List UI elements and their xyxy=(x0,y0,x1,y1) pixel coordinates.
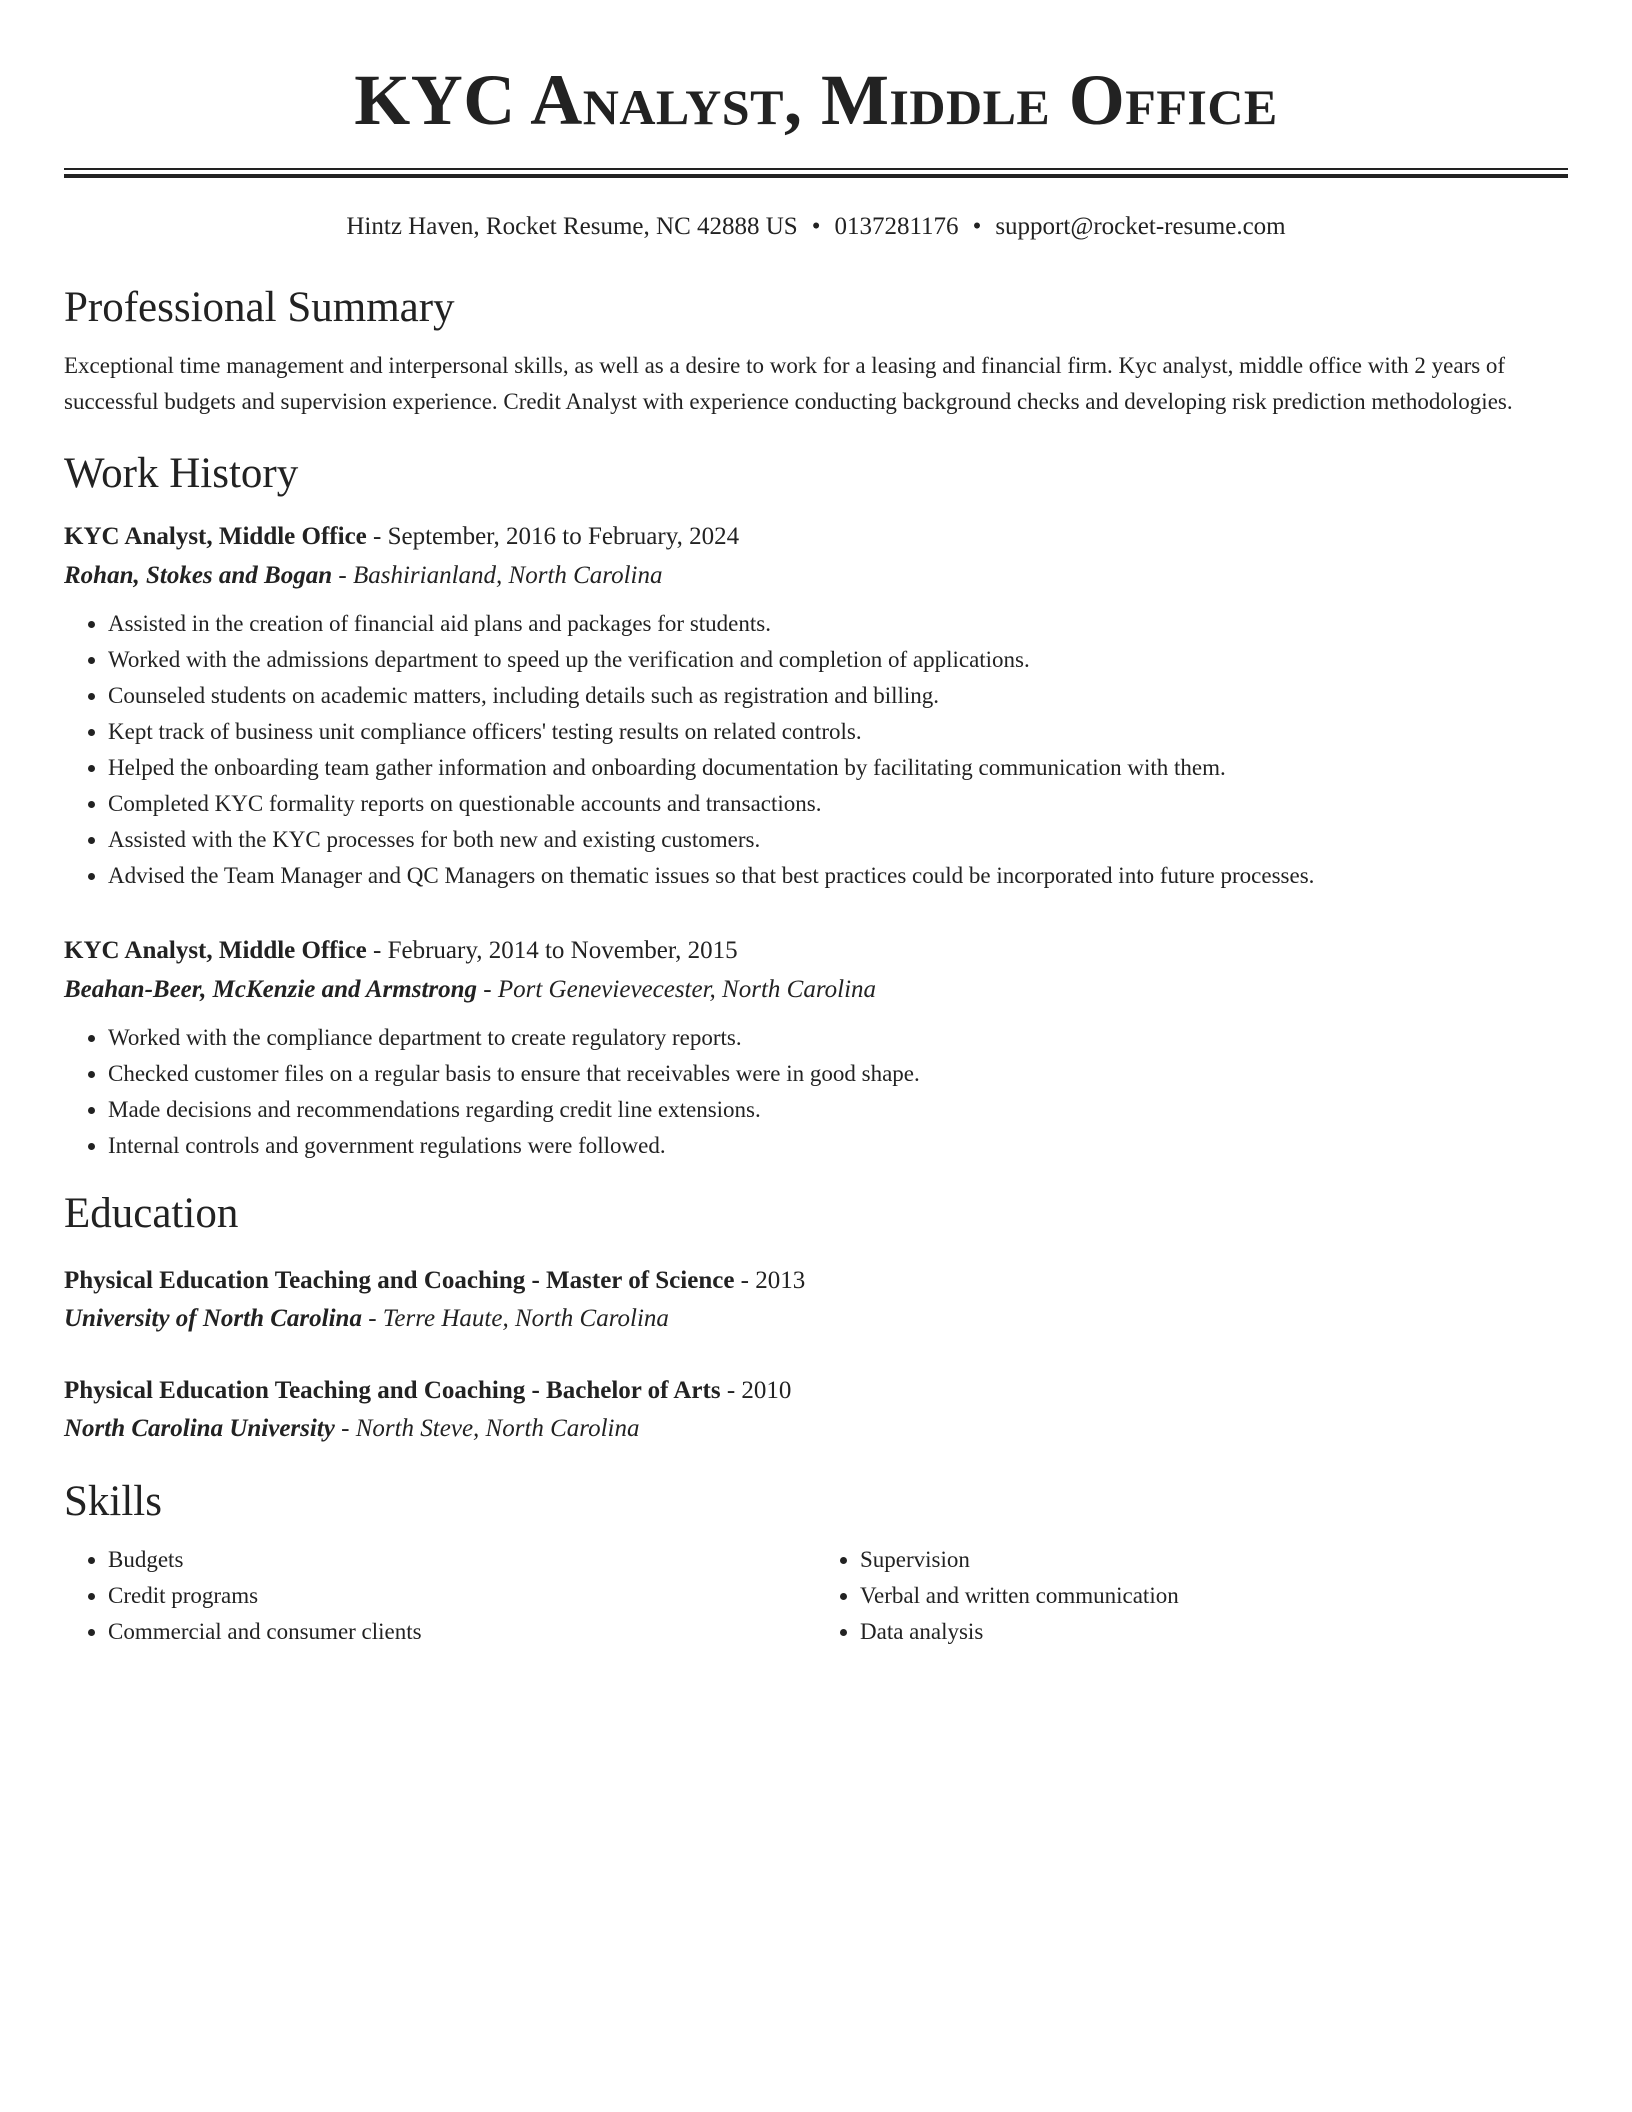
skill-item: • Commercial and consumer clients xyxy=(108,1614,816,1650)
dash: - xyxy=(361,1305,383,1332)
contact-separator: • xyxy=(811,213,821,240)
work-history-heading: Work History xyxy=(64,450,299,497)
contact-email: support@rocket-resume.com xyxy=(995,213,1286,240)
job-company: Rohan, Stokes and Bogan xyxy=(64,562,333,589)
skill-item: • Credit programs xyxy=(108,1578,816,1614)
job-bullet: • Completed KYC formality reports on questionable accounts and transactions. xyxy=(108,786,1568,822)
contact-phone: 0137281176 xyxy=(834,213,959,240)
job-location: Port Genevievecester, North Carolina xyxy=(497,976,877,1003)
job-bullet: • Worked with the admissions department to speed up the verification and completion of applications. xyxy=(108,642,1568,678)
job-entry xyxy=(64,518,1568,894)
dash: - xyxy=(366,523,388,550)
job-location: Bashirianland, North Carolina xyxy=(352,562,663,589)
education-school: University of North Carolina xyxy=(64,1305,362,1332)
skills-column-left xyxy=(64,1542,816,1650)
skill-item: • Budgets xyxy=(108,1542,816,1578)
resume-name: KYC Analyst, Middle Office xyxy=(354,60,1278,140)
skills-list xyxy=(64,1542,1568,1650)
education-school-line xyxy=(64,1300,1568,1338)
education-year: 2013 xyxy=(755,1267,806,1294)
job-header xyxy=(64,932,1568,970)
summary-text: Exceptional time management and interpersonal skills, as well as a desire to work for a leasing and financial firm. Kyc analyst, middle office with 2 years of successful budgets and supervision experience. Credit Analyst with experience conducting background checks and developing risk prediction methodologies. xyxy=(64,353,1513,414)
dash: - xyxy=(477,976,498,1003)
job-employer xyxy=(64,556,1568,596)
job-title: KYC Analyst, Middle Office xyxy=(64,523,367,550)
skills-column-right xyxy=(816,1542,1568,1650)
education-degree: Physical Education Teaching and Coaching - Bachelor of Arts xyxy=(64,1377,721,1404)
education-school: North Carolina University xyxy=(64,1415,335,1442)
education-header xyxy=(64,1262,1568,1300)
dash: - xyxy=(366,937,388,964)
job-bullets xyxy=(64,606,1568,894)
summary-heading: Professional Summary xyxy=(64,284,455,331)
job-bullet: • Helped the onboarding team gather information and onboarding documentation by facilitating communication with them. xyxy=(108,750,1568,786)
job-entry xyxy=(64,932,1568,1164)
job-bullets xyxy=(64,1020,1568,1164)
education-year: 2010 xyxy=(741,1377,792,1404)
contact-address: Hintz Haven, Rocket Resume, NC 42888 US xyxy=(346,213,798,240)
education-header xyxy=(64,1372,1568,1410)
skill-item: • Data analysis xyxy=(860,1614,1568,1650)
education-location: North Steve, North Carolina xyxy=(355,1415,640,1442)
job-bullet: • Checked customer files on a regular basis to ensure that receivables were in good shape. xyxy=(108,1056,1568,1092)
job-title: KYC Analyst, Middle Office xyxy=(64,937,367,964)
job-bullet: • Assisted in the creation of financial aid plans and packages for students. xyxy=(108,606,1568,642)
job-dates: September, 2016 to February, 2024 xyxy=(387,523,740,550)
job-bullet: • Assisted with the KYC processes for both new and existing customers. xyxy=(108,822,1568,858)
contact-line xyxy=(64,212,1568,242)
education-entry xyxy=(64,1262,1568,1338)
contact-separator: • xyxy=(972,213,982,240)
skill-item: • Verbal and written communication xyxy=(860,1578,1568,1614)
education-entry xyxy=(64,1372,1568,1448)
job-bullet: • Counseled students on academic matters, including details such as registration and billing. xyxy=(108,678,1568,714)
dash: - xyxy=(334,1415,356,1442)
education-degree: Physical Education Teaching and Coaching - Master of Science xyxy=(64,1267,735,1294)
education-heading: Education xyxy=(64,1190,239,1237)
job-bullet: • Worked with the compliance department to create regulatory reports. xyxy=(108,1020,1568,1056)
job-bullet: • Internal controls and government regulations were followed. xyxy=(108,1128,1568,1164)
skills-heading: Skills xyxy=(64,1478,162,1525)
dash: - xyxy=(332,562,353,589)
education-location: Terre Haute, North Carolina xyxy=(382,1305,669,1332)
job-bullet: • Made decisions and recommendations regarding credit line extensions. xyxy=(108,1092,1568,1128)
job-company: Beahan-Beer, McKenzie and Armstrong xyxy=(64,976,478,1003)
dash: - xyxy=(734,1267,756,1294)
education-school-line xyxy=(64,1410,1568,1448)
skill-item: • Supervision xyxy=(860,1542,1568,1578)
job-header xyxy=(64,518,1568,556)
dash: - xyxy=(720,1377,742,1404)
job-bullet: • Kept track of business unit compliance officers' testing results on related controls. xyxy=(108,714,1568,750)
job-bullet: • Advised the Team Manager and QC Managers on thematic issues so that best practices could be incorporated into future processes. xyxy=(108,858,1568,894)
job-employer xyxy=(64,970,1568,1010)
job-dates: February, 2014 to November, 2015 xyxy=(387,937,738,964)
header-divider xyxy=(64,168,1568,178)
